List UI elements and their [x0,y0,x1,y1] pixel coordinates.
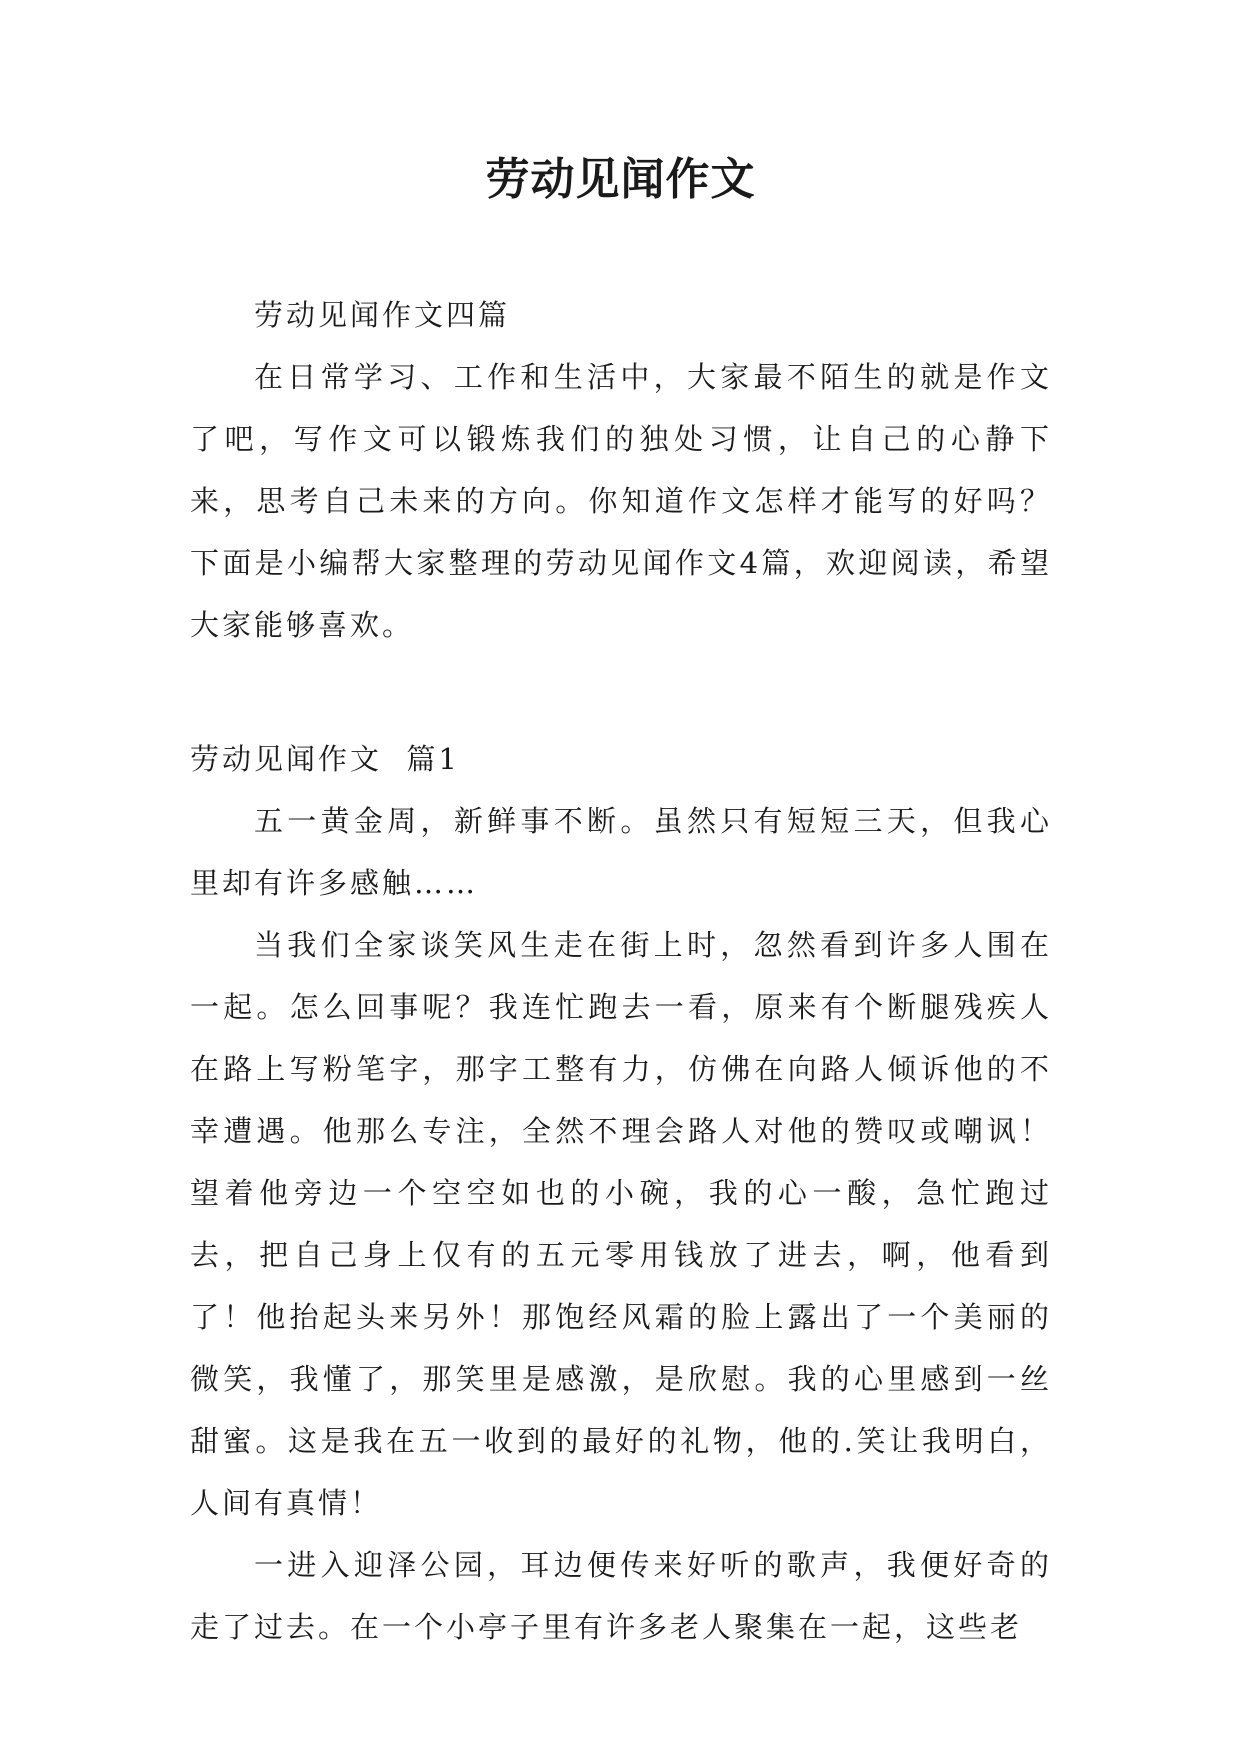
document-subtitle: 劳动见闻作文四篇 [254,298,511,332]
section-heading: 劳动见闻作文 篇1 [190,742,460,776]
document-title: 劳动见闻作文 [485,154,756,205]
document-body [190,284,1052,1658]
body-paragraph: 当我们全家谈笑风生走在街上时，忽然看到许多人围在一起。怎么回事呢？我连忙跑去一看，原来有个断腿残疾人在路上写粉笔字，那字工整有力，仿佛在向路人倾诉他的不幸遭遇。他那么专注，全然不理会路人对他的赞叹或嘲讽！望着他旁边一个空空如也的小碗，我的心一酸，急忙跑过去，把自己身上仅有的五元零用钱放了进去，啊，他看到了！他抬起头来另外！那饱经风霜的脸上露出了一个美丽的微笑，我懂了，那笑里是感激，是欣慰。我的心里感到一丝甜蜜。这是我在五一收到的最好的礼物，他的.笑让我明白，人间有真情！ [190,928,1052,1520]
intro-paragraph: 在日常学习、工作和生活中，大家最不陌生的就是作文了吧，写作文可以锻炼我们的独处习惯，让自己的心静下来，思考自己未来的方向。你知道作文怎样才能写的好吗？下面是小编帮大家整理的劳动见闻作文4篇，欢迎阅读，希望大家能够喜欢。 [190,360,1052,642]
body-paragraph: 五一黄金周，新鲜事不断。虽然只有短短三天，但我心里却有许多感触…… [190,804,1052,900]
body-paragraph: 一进入迎泽公园，耳边便传来好听的歌声，我便好奇的走了过去。在一个小亭子里有许多老人聚集在一起，这些老 [190,1548,1052,1644]
section-gap [190,656,1052,728]
